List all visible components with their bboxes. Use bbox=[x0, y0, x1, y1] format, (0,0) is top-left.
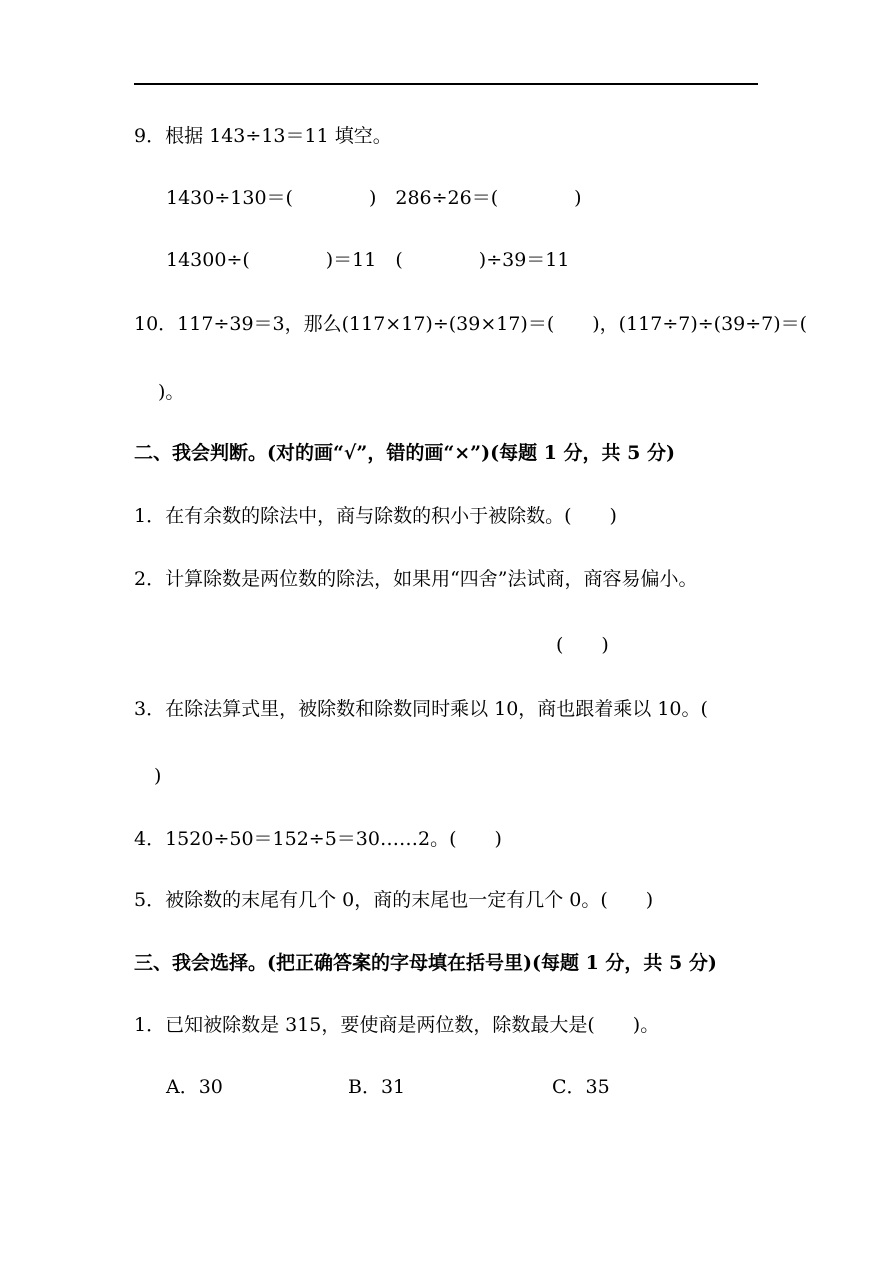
judge-item-1: 1．在有余数的除法中，商与除数的积小于被除数。( ) bbox=[134, 505, 617, 527]
judge-item-2: 2．计算除数是两位数的除法，如果用“四舍”法试商，商容易偏小。 bbox=[134, 568, 698, 590]
header-rule bbox=[134, 83, 758, 85]
judge-item-3-bracket: ) bbox=[154, 765, 162, 787]
judge-item-3: 3．在除法算式里，被除数和除数同时乘以 10，商也跟着乘以 10。( bbox=[134, 698, 708, 720]
section3-heading: 三、我会选择。(把正确答案的字母填在括号里)(每题 1 分，共 5 分) bbox=[134, 952, 717, 974]
judge-item-5: 5．被除数的末尾有几个 0，商的末尾也一定有几个 0。( ) bbox=[134, 889, 654, 911]
section2-heading: 二、我会判断。(对的画“√”，错的画“×”)(每题 1 分，共 5 分) bbox=[134, 442, 675, 464]
option-c: C．35 bbox=[552, 1076, 610, 1098]
q9-row2: 14300÷( )＝11 ( )÷39＝11 bbox=[166, 249, 570, 271]
q10-line2: )。 bbox=[158, 381, 185, 403]
judge-item-4: 4．1520÷50＝152÷5＝30……2。( ) bbox=[134, 828, 502, 850]
q10-line1: 10．117÷39＝3，那么(117×17)÷(39×17)＝( )，(117÷7)÷(39÷7)＝( bbox=[134, 313, 808, 335]
q9-stem: 9．根据 143÷13＝11 填空。 bbox=[134, 125, 392, 147]
q9-row1: 1430÷130＝( ) 286÷26＝( ) bbox=[166, 187, 582, 209]
option-b: B．31 bbox=[348, 1076, 406, 1098]
option-a: A．30 bbox=[166, 1076, 223, 1098]
choice-q1-stem: 1．已知被除数是 315，要使商是两位数，除数最大是( )。 bbox=[134, 1014, 660, 1036]
judge-item-2-bracket: ( ) bbox=[556, 634, 609, 656]
